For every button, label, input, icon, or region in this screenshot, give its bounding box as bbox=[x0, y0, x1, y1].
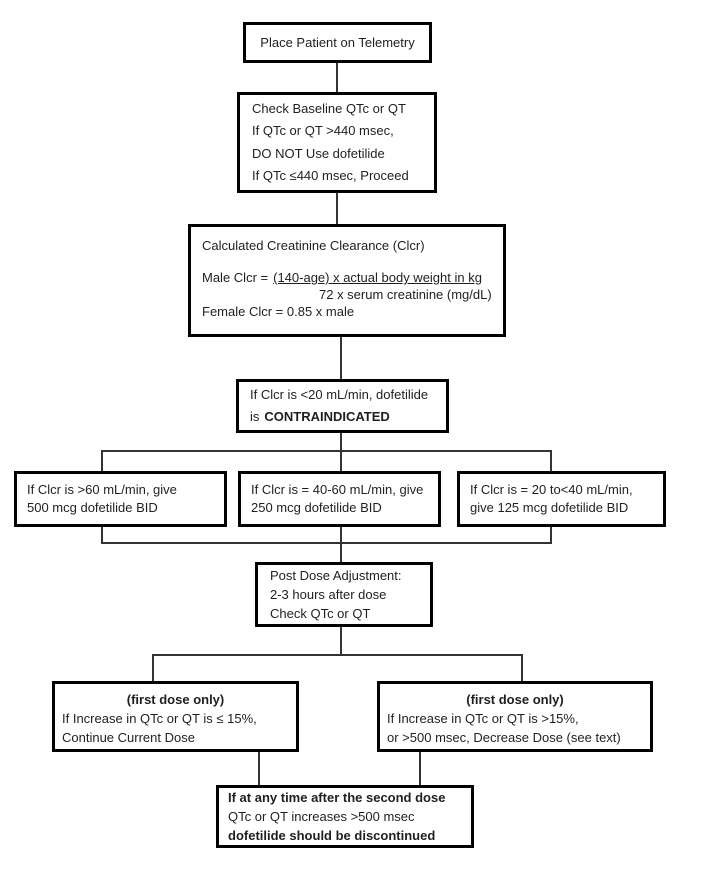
node-header: (first dose only) bbox=[466, 692, 564, 707]
node-line: If QTc ≤440 msec, Proceed bbox=[252, 168, 409, 184]
node-title: Calculated Creatinine Clearance (Clcr) bbox=[202, 238, 425, 253]
connector-creatinine-contraindicated bbox=[340, 337, 342, 379]
contraindicated-bold: CONTRAINDICATED bbox=[264, 409, 390, 424]
node-line: Continue Current Dose bbox=[62, 730, 195, 745]
node-continue-current-dose bbox=[52, 681, 299, 752]
node-dose-250 bbox=[238, 471, 441, 527]
node-contraindicated bbox=[236, 379, 449, 433]
connector-postdose-left-drop bbox=[152, 654, 154, 681]
node-line: give 125 mcg dofetilide BID bbox=[470, 500, 629, 515]
node-line bbox=[250, 408, 446, 426]
node-line: If at any time after the second dose bbox=[228, 790, 446, 805]
node-line: dofetilide should be discontinued bbox=[228, 828, 436, 843]
node-line: If Increase in QTc or QT is ≤ 15%, bbox=[62, 711, 257, 726]
male-clcr-formula bbox=[202, 269, 503, 286]
node-line: If Clcr is <20 mL/min, dofetilide bbox=[250, 387, 429, 402]
formula-numerator: (140-age) x actual body weight in kg bbox=[273, 270, 482, 285]
formula-denominator: 72 x serum creatinine (mg/dL) bbox=[319, 287, 492, 302]
connector-postdose-right-drop bbox=[521, 654, 523, 681]
node-line: 500 mcg dofetilide BID bbox=[27, 500, 158, 515]
node-discontinue bbox=[216, 785, 474, 848]
node-line: Post Dose Adjustment: bbox=[270, 568, 402, 583]
node-label: Place Patient on Telemetry bbox=[260, 34, 415, 50]
connector-branch-left-drop bbox=[101, 450, 103, 472]
node-line: If Clcr is = 40-60 mL/min, give bbox=[251, 482, 424, 497]
node-line: If QTc or QT >440 msec, bbox=[252, 123, 394, 139]
connector-decrease-discontinue bbox=[419, 752, 421, 785]
node-line: If Increase in QTc or QT is >15%, bbox=[387, 711, 579, 726]
node-decrease-dose bbox=[377, 681, 653, 752]
connector-continue-discontinue bbox=[258, 752, 260, 785]
node-line: 2-3 hours after dose bbox=[270, 587, 387, 602]
node-post-dose-adjustment bbox=[255, 562, 433, 627]
connector-postdose-horizontal bbox=[152, 654, 523, 656]
node-baseline-qtc-check bbox=[237, 92, 437, 193]
connector-merge-center-stem bbox=[340, 527, 342, 562]
connector-branch-top-horizontal bbox=[101, 450, 552, 452]
node-line: Check Baseline QTc or QT bbox=[252, 100, 406, 116]
female-clcr-formula: Female Clcr = 0.85 x male bbox=[202, 304, 355, 319]
node-line: If Clcr is = 20 to<40 mL/min, bbox=[470, 482, 633, 497]
node-line: DO NOT Use dofetilide bbox=[252, 145, 385, 161]
spacer bbox=[202, 254, 503, 269]
node-header: (first dose only) bbox=[126, 692, 225, 707]
formula-prefix: Male Clcr = bbox=[202, 270, 269, 285]
node-line: Check QTc or QT bbox=[270, 606, 371, 621]
contraindicated-prefix: is bbox=[250, 409, 260, 424]
node-place-patient-telemetry bbox=[243, 22, 432, 63]
node-line: 250 mcg dofetilide BID bbox=[251, 500, 382, 515]
node-line: QTc or QT increases >500 msec bbox=[228, 809, 415, 824]
node-dose-125 bbox=[457, 471, 666, 527]
node-creatinine-clearance bbox=[188, 224, 506, 337]
connector-postdose-branch-stem bbox=[340, 627, 342, 656]
node-line: or >500 msec, Decrease Dose (see text) bbox=[387, 730, 621, 745]
node-line: If Clcr is >60 mL/min, give bbox=[27, 482, 177, 497]
connector-contraindicated-branch-stem bbox=[340, 433, 342, 472]
connector-branch-right-drop bbox=[550, 450, 552, 472]
connector-merge-horizontal bbox=[101, 542, 552, 544]
connector-telemetry-baseline bbox=[336, 63, 338, 92]
connector-baseline-creatinine bbox=[336, 193, 338, 224]
node-dose-500 bbox=[14, 471, 227, 527]
